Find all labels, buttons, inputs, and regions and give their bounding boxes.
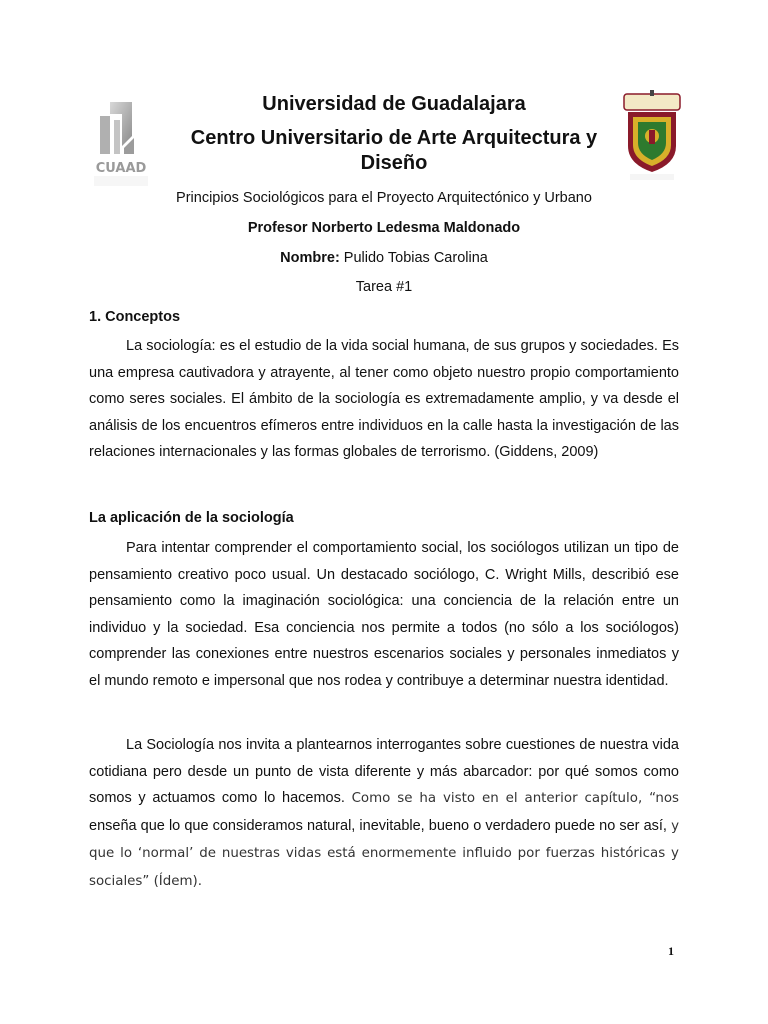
section-heading-conceptos: 1. Conceptos [89, 309, 181, 325]
section-heading-aplicacion: La aplicación de la sociología [89, 510, 294, 526]
center-title: Centro Universitario de Arte Arquitectura y Diseño [190, 127, 598, 174]
university-title: Universidad de Guadalajara [262, 93, 526, 115]
paragraph-conceptos: La sociología: es el estudio de la vida social humana, de sus grupos y sociedades. Es una empresa cautivadora y atrayente, al tener como objeto nuestro propio comportamiento como seres sociales. El ámbito de la sociología es extremadamente amplio, y va desde el análisis de los encuentros efímeros entre individuos en la calle hasta la investigación de las relaciones internacionales y las formas globales de terrorismo. (Giddens, 2009) [89, 338, 679, 460]
paragraph-aplicacion: Para intentar comprender el comportamiento social, los sociólogos utilizan un tipo de pensamiento creativo poco usual. Un destacado sociólogo, C. Wright Mills, describió ese pensamiento como la imaginación sociológica: una conciencia de la relación entre un individuo y la sociedad. Esa conciencia nos permite a todos (no sólo a los sociólogos) comprender las conexiones entre nuestros escenarios sociales y personales inmediatos y el mundo remoto e impersonal que nos rodea y contribuye a determinar nuestra identidad. [89, 540, 679, 689]
quote-part-b: enseña que lo que consideramos natural, inevitable, bueno o verdadero puede no ser así, [89, 817, 672, 834]
name-value: Pulido Tobias Carolina [339, 250, 488, 266]
task-label: Tarea #1 [355, 279, 413, 295]
course-subtitle: Principios Sociológicos para el Proyecto Arquitectónico y Urbano [176, 190, 592, 206]
page-number: 1 [668, 944, 674, 958]
professor-line: Profesor Norberto Ledesma Maldonado [247, 220, 521, 236]
student-name-line [0, 249, 768, 267]
paragraph-sociologia-invita [89, 732, 679, 895]
cuaad-logo [92, 96, 150, 188]
document-header [170, 90, 618, 176]
name-label: Nombre: [280, 250, 340, 266]
quote-part-a: Como se ha visto en el anterior capítulo, “nos [351, 791, 679, 806]
paragraph-main-text: La Sociología nos invita a plantearnos interrogantes sobre cuestiones de nuestra vida cotidiana pero desde un punto de vista diferente y más abarcador: por qué somos como somos y actuamos como lo hacemos. [89, 737, 679, 806]
cuaad-logo-text: CUAAD [95, 161, 147, 176]
quote-part-c: y que lo ‘normal’ de nuestras vidas está enormemente influido por fuerzas históricas y sociales” (Ídem). [89, 818, 679, 889]
university-seal [622, 90, 682, 182]
